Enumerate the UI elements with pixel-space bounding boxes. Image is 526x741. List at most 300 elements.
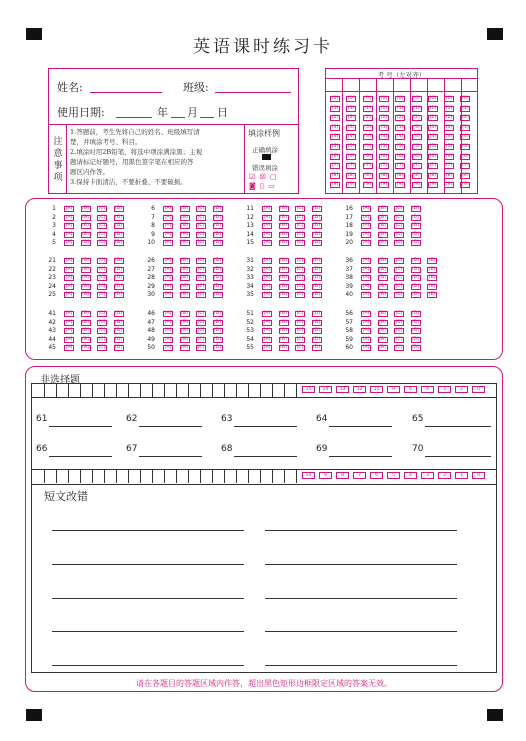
answer-bubble[interactable]: [A]	[362, 206, 370, 211]
exam-digit-bubble[interactable]: [4]	[445, 134, 453, 140]
answer-bubble[interactable]: [A]	[362, 336, 370, 342]
answer-bubble[interactable]: [C]	[296, 266, 304, 272]
answer-bubble[interactable]: [C]	[296, 336, 304, 342]
answer-bubble[interactable]: [C]	[197, 231, 205, 237]
answer-bubble[interactable]: [A]	[263, 258, 271, 263]
answer-bubble[interactable]: [A]	[164, 336, 172, 342]
answer-bubble[interactable]: [D]	[313, 214, 320, 220]
exam-digit-bubble[interactable]: [0]	[380, 96, 388, 101]
answer-bubble[interactable]: [A]	[65, 214, 73, 220]
answer-bubble[interactable]: [A]	[362, 266, 370, 272]
answer-bubble[interactable]: [D]	[214, 275, 221, 281]
exam-digit-bubble[interactable]: [8]	[413, 172, 420, 178]
answer-bubble[interactable]: [D]	[214, 223, 221, 229]
answer-bubble[interactable]: [B]	[181, 292, 188, 298]
answer-bubble[interactable]: [D]	[412, 223, 419, 229]
answer-bubble[interactable]: [B]	[82, 223, 89, 229]
answer-bubble[interactable]: [B]	[280, 292, 287, 298]
score-box[interactable]: 10	[302, 472, 315, 479]
writing-line[interactable]	[265, 564, 457, 565]
exam-digit-bubble[interactable]: [9]	[380, 182, 388, 188]
answer-bubble[interactable]: [C]	[197, 336, 205, 342]
answer-bubble[interactable]: [A]	[164, 214, 172, 220]
answer-bubble[interactable]: [A]	[263, 345, 271, 351]
answer-bubble[interactable]: [A]	[362, 345, 370, 351]
answer-bubble[interactable]: [C]	[98, 345, 106, 351]
exam-digit-bubble[interactable]: [2]	[429, 115, 436, 121]
answer-bubble[interactable]: [C]	[98, 336, 106, 342]
answer-bubble[interactable]: [B]	[379, 223, 386, 229]
answer-bubble[interactable]: [B]	[280, 214, 287, 220]
answer-bubble[interactable]: [B]	[181, 258, 188, 263]
score-box[interactable]: 15	[302, 386, 315, 393]
score-box[interactable]: 8	[336, 472, 349, 479]
answer-bubble[interactable]: [C]	[296, 258, 304, 263]
exam-digit-bubble[interactable]: [4]	[429, 134, 436, 140]
answer-bubble[interactable]: [B]	[379, 275, 386, 281]
answer-bubble[interactable]: [A]	[164, 328, 172, 334]
answer-bubble[interactable]: [C]	[395, 292, 403, 298]
answer-bubble[interactable]: [B]	[280, 240, 287, 246]
exam-digit-bubble[interactable]: [8]	[397, 172, 404, 178]
answer-bubble[interactable]: [D]	[412, 258, 419, 263]
answer-bubble[interactable]: [A]	[65, 328, 73, 334]
answer-bubble[interactable]: [D]	[313, 319, 320, 325]
exam-digit-bubble[interactable]: [0]	[331, 96, 339, 101]
answer-bubble[interactable]: [C]	[395, 266, 403, 272]
exam-digit-bubble[interactable]: [8]	[380, 172, 388, 178]
exam-digit-bubble[interactable]: [6]	[429, 153, 436, 159]
answer-bubble[interactable]: [B]	[82, 206, 89, 211]
answer-bubble[interactable]: [B]	[379, 240, 386, 246]
answer-bubble[interactable]: [A]	[362, 328, 370, 334]
exam-digit-bubble[interactable]: [4]	[364, 134, 371, 140]
exam-digit-bubble[interactable]: [9]	[413, 182, 420, 188]
answer-bubble[interactable]: [A]	[263, 223, 271, 229]
exam-digit-bubble[interactable]: [4]	[462, 134, 469, 140]
exam-digit-bubble[interactable]: [3]	[462, 124, 469, 130]
answer-bubble[interactable]: [D]	[115, 311, 122, 316]
exam-digit-bubble[interactable]: [1]	[397, 105, 404, 111]
answer-bubble[interactable]: [B]	[379, 283, 386, 289]
answer-line[interactable]	[329, 456, 392, 457]
answer-bubble[interactable]: [D]	[313, 223, 320, 229]
exam-digit-bubble[interactable]: [0]	[429, 96, 436, 101]
exam-digit-bubble[interactable]: [7]	[380, 163, 388, 169]
answer-bubble[interactable]: [A]	[263, 231, 271, 237]
exam-digit-bubble[interactable]: [5]	[348, 144, 355, 149]
writing-line[interactable]	[52, 665, 244, 666]
day-field[interactable]	[200, 117, 214, 118]
exam-digit-bubble[interactable]: [1]	[348, 105, 355, 111]
exam-digit-bubble[interactable]: [8]	[429, 172, 436, 178]
answer-bubble[interactable]: [D]	[412, 231, 419, 237]
answer-bubble[interactable]: [B]	[181, 328, 188, 334]
answer-bubble[interactable]: [D]	[214, 292, 221, 298]
answer-bubble[interactable]: [C]	[197, 206, 205, 211]
answer-bubble[interactable]: [D]	[214, 240, 221, 246]
answer-bubble[interactable]: [D]	[115, 206, 122, 211]
exam-digit-bubble[interactable]: [6]	[445, 153, 453, 159]
answer-bubble[interactable]: [D]	[313, 275, 320, 281]
score-box[interactable]: 1	[455, 472, 468, 479]
answer-bubble[interactable]: [D]	[412, 345, 419, 351]
answer-bubble[interactable]: [C]	[296, 319, 304, 325]
exam-digit-bubble[interactable]: [2]	[413, 115, 420, 121]
answer-bubble[interactable]: [D]	[313, 283, 320, 289]
answer-bubble[interactable]: [E]	[428, 258, 436, 263]
exam-digit-bubble[interactable]: [8]	[331, 172, 339, 178]
answer-bubble[interactable]: [A]	[65, 283, 73, 289]
exam-digit-bubble[interactable]: [9]	[397, 182, 404, 188]
answer-bubble[interactable]: [C]	[197, 283, 205, 289]
answer-bubble[interactable]: [C]	[197, 275, 205, 281]
answer-bubble[interactable]: [A]	[362, 311, 370, 316]
answer-bubble[interactable]: [A]	[164, 311, 172, 316]
exam-digit-bubble[interactable]: [6]	[348, 153, 355, 159]
answer-bubble[interactable]: [A]	[263, 311, 271, 316]
writing-line[interactable]	[265, 665, 457, 666]
answer-bubble[interactable]: [D]	[313, 258, 320, 263]
answer-bubble[interactable]: [D]	[214, 231, 221, 237]
score-box[interactable]: 6	[404, 386, 417, 393]
score-box[interactable]: 5	[387, 472, 400, 479]
answer-bubble[interactable]: [C]	[98, 311, 106, 316]
exam-digit-bubble[interactable]: [1]	[429, 105, 436, 111]
answer-bubble[interactable]: [C]	[197, 240, 205, 246]
exam-digit-bubble[interactable]: [7]	[462, 163, 469, 169]
answer-bubble[interactable]: [D]	[412, 275, 419, 281]
answer-bubble[interactable]: [B]	[379, 214, 386, 220]
answer-bubble[interactable]: [B]	[181, 214, 188, 220]
year-field[interactable]	[116, 117, 152, 118]
score-box[interactable]: 0	[472, 386, 485, 393]
answer-bubble[interactable]: [C]	[98, 223, 106, 229]
exam-digit-bubble[interactable]: [4]	[413, 134, 420, 140]
answer-bubble[interactable]: [D]	[412, 292, 419, 298]
answer-bubble[interactable]: [C]	[197, 328, 205, 334]
answer-bubble[interactable]: [C]	[395, 231, 403, 237]
answer-bubble[interactable]: [A]	[164, 319, 172, 325]
score-box[interactable]: 0	[472, 472, 485, 479]
exam-digit-bubble[interactable]: [0]	[445, 96, 453, 101]
answer-bubble[interactable]: [A]	[263, 328, 271, 334]
exam-digit-bubble[interactable]: [3]	[348, 124, 355, 130]
answer-bubble[interactable]: [B]	[280, 336, 287, 342]
answer-bubble[interactable]: [A]	[65, 240, 73, 246]
answer-bubble[interactable]: [B]	[280, 206, 287, 211]
exam-digit-bubble[interactable]: [4]	[348, 134, 355, 140]
exam-digit-bubble[interactable]: [2]	[462, 115, 469, 121]
answer-bubble[interactable]: [C]	[98, 240, 106, 246]
writing-line[interactable]	[52, 564, 244, 565]
answer-bubble[interactable]: [D]	[313, 336, 320, 342]
answer-bubble[interactable]: [B]	[181, 345, 188, 351]
exam-digit-bubble[interactable]: [1]	[364, 105, 371, 111]
answer-bubble[interactable]: [D]	[115, 345, 122, 351]
answer-bubble[interactable]: [A]	[164, 275, 172, 281]
exam-digit-bubble[interactable]: [8]	[445, 172, 453, 178]
answer-bubble[interactable]: [B]	[181, 319, 188, 325]
answer-bubble[interactable]: [D]	[115, 319, 122, 325]
answer-bubble[interactable]: [C]	[98, 214, 106, 220]
answer-bubble[interactable]: [D]	[412, 319, 419, 325]
answer-line[interactable]	[425, 456, 491, 457]
answer-bubble[interactable]: [C]	[296, 231, 304, 237]
name-field[interactable]	[90, 92, 162, 93]
answer-bubble[interactable]: [B]	[280, 345, 287, 351]
score-box[interactable]: 2	[438, 472, 451, 479]
answer-bubble[interactable]: [B]	[280, 223, 287, 229]
answer-bubble[interactable]: [A]	[164, 223, 172, 229]
score-box[interactable]: 2	[455, 386, 468, 393]
month-field[interactable]	[171, 117, 185, 118]
answer-bubble[interactable]: [C]	[296, 311, 304, 316]
exam-digit-bubble[interactable]: [0]	[397, 96, 404, 101]
score-box[interactable]: 3	[438, 386, 451, 393]
answer-bubble[interactable]: [C]	[197, 345, 205, 351]
exam-digit-bubble[interactable]: [7]	[331, 163, 339, 169]
answer-bubble[interactable]: [B]	[82, 283, 89, 289]
answer-bubble[interactable]: [A]	[362, 258, 370, 263]
exam-digit-bubble[interactable]: [9]	[348, 182, 355, 188]
answer-bubble[interactable]: [D]	[214, 311, 221, 316]
score-box[interactable]: 9	[319, 472, 332, 479]
answer-bubble[interactable]: [B]	[379, 319, 386, 325]
answer-line[interactable]	[234, 426, 297, 427]
score-box[interactable]: 3	[421, 472, 434, 479]
exam-digit-bubble[interactable]: [5]	[364, 144, 371, 149]
exam-digit-bubble[interactable]: [5]	[397, 144, 404, 149]
exam-digit-bubble[interactable]: [2]	[445, 115, 453, 121]
answer-bubble[interactable]: [A]	[164, 292, 172, 298]
exam-digit-bubble[interactable]: [2]	[331, 115, 339, 121]
answer-bubble[interactable]: [D]	[412, 336, 419, 342]
writing-line[interactable]	[52, 530, 244, 531]
answer-bubble[interactable]: [C]	[296, 283, 304, 289]
exam-digit-bubble[interactable]: [1]	[413, 105, 420, 111]
answer-bubble[interactable]: [D]	[313, 328, 320, 334]
exam-digit-bubble[interactable]: [9]	[445, 182, 453, 188]
answer-bubble[interactable]: [B]	[181, 206, 188, 211]
answer-bubble[interactable]: [A]	[263, 214, 271, 220]
answer-bubble[interactable]: [C]	[395, 223, 403, 229]
class-field[interactable]	[215, 92, 291, 93]
answer-bubble[interactable]: [A]	[263, 206, 271, 211]
exam-digit-bubble[interactable]: [2]	[348, 115, 355, 121]
exam-digit-bubble[interactable]: [3]	[397, 124, 404, 130]
exam-digit-bubble[interactable]: [8]	[364, 172, 371, 178]
answer-bubble[interactable]: [B]	[181, 275, 188, 281]
exam-digit-bubble[interactable]: [6]	[397, 153, 404, 159]
answer-bubble[interactable]: [B]	[379, 311, 386, 316]
exam-digit-bubble[interactable]: [4]	[331, 134, 339, 140]
answer-bubble[interactable]: [E]	[428, 266, 436, 272]
answer-bubble[interactable]: [A]	[65, 319, 73, 325]
answer-bubble[interactable]: [C]	[395, 311, 403, 316]
answer-bubble[interactable]: [C]	[395, 206, 403, 211]
answer-bubble[interactable]: [A]	[362, 292, 370, 298]
answer-bubble[interactable]: [C]	[296, 345, 304, 351]
answer-bubble[interactable]: [A]	[65, 258, 73, 263]
answer-bubble[interactable]: [A]	[263, 266, 271, 272]
answer-bubble[interactable]: [A]	[362, 240, 370, 246]
answer-bubble[interactable]: [D]	[115, 223, 122, 229]
answer-bubble[interactable]: [B]	[82, 311, 89, 316]
answer-bubble[interactable]: [C]	[98, 231, 106, 237]
answer-bubble[interactable]: [C]	[395, 275, 403, 281]
exam-digit-bubble[interactable]: [0]	[348, 96, 355, 101]
exam-digit-bubble[interactable]: [6]	[380, 153, 388, 159]
answer-bubble[interactable]: [B]	[181, 336, 188, 342]
answer-bubble[interactable]: [B]	[280, 328, 287, 334]
exam-digit-bubble[interactable]: [7]	[413, 163, 420, 169]
answer-bubble[interactable]: [A]	[362, 214, 370, 220]
answer-bubble[interactable]: [D]	[115, 328, 122, 334]
answer-line[interactable]	[49, 456, 112, 457]
answer-bubble[interactable]: [D]	[214, 319, 221, 325]
exam-digit-bubble[interactable]: [3]	[364, 124, 371, 130]
answer-bubble[interactable]: [B]	[280, 258, 287, 263]
answer-bubble[interactable]: [B]	[181, 240, 188, 246]
answer-bubble[interactable]: [A]	[362, 231, 370, 237]
answer-bubble[interactable]: [B]	[280, 319, 287, 325]
score-box[interactable]: 12	[353, 386, 366, 393]
answer-bubble[interactable]: [D]	[214, 206, 221, 211]
answer-bubble[interactable]: [B]	[82, 345, 89, 351]
answer-bubble[interactable]: [C]	[395, 240, 403, 246]
answer-bubble[interactable]: [B]	[181, 311, 188, 316]
answer-bubble[interactable]: [A]	[263, 275, 271, 281]
answer-bubble[interactable]: [D]	[412, 206, 419, 211]
score-box[interactable]: 4	[421, 386, 434, 393]
exam-digit-bubble[interactable]: [3]	[413, 124, 420, 130]
answer-bubble[interactable]: [B]	[82, 266, 89, 272]
answer-bubble[interactable]: [A]	[362, 275, 370, 281]
answer-bubble[interactable]: [C]	[197, 319, 205, 325]
answer-bubble[interactable]: [A]	[164, 266, 172, 272]
exam-digit-bubble[interactable]: [6]	[331, 153, 339, 159]
answer-bubble[interactable]: [D]	[412, 214, 419, 220]
exam-digit-bubble[interactable]: [3]	[429, 124, 436, 130]
score-box[interactable]: 13	[336, 386, 349, 393]
answer-line[interactable]	[139, 456, 202, 457]
answer-bubble[interactable]: [B]	[379, 345, 386, 351]
answer-bubble[interactable]: [C]	[197, 223, 205, 229]
answer-bubble[interactable]: [D]	[115, 231, 122, 237]
answer-bubble[interactable]: [D]	[412, 240, 419, 246]
answer-bubble[interactable]: [B]	[379, 258, 386, 263]
answer-bubble[interactable]: [B]	[82, 258, 89, 263]
answer-bubble[interactable]: [B]	[82, 319, 89, 325]
score-box[interactable]: 7	[353, 472, 366, 479]
answer-bubble[interactable]: [D]	[115, 266, 122, 272]
exam-digit-bubble[interactable]: [6]	[462, 153, 469, 159]
exam-digit-bubble[interactable]: [2]	[364, 115, 371, 121]
exam-digit-bubble[interactable]: [8]	[462, 172, 469, 178]
answer-bubble[interactable]: [C]	[296, 328, 304, 334]
answer-bubble[interactable]: [D]	[115, 283, 122, 289]
answer-bubble[interactable]: [B]	[82, 214, 89, 220]
exam-digit-bubble[interactable]: [3]	[445, 124, 453, 130]
answer-bubble[interactable]: [C]	[197, 214, 205, 220]
answer-bubble[interactable]: [A]	[362, 319, 370, 325]
answer-bubble[interactable]: [C]	[98, 258, 106, 263]
answer-bubble[interactable]: [A]	[164, 345, 172, 351]
answer-bubble[interactable]: [D]	[214, 214, 221, 220]
answer-bubble[interactable]: [A]	[362, 223, 370, 229]
answer-bubble[interactable]: [B]	[379, 328, 386, 334]
exam-digit-bubble[interactable]: [6]	[413, 153, 420, 159]
answer-line[interactable]	[329, 426, 392, 427]
answer-line[interactable]	[425, 426, 491, 427]
answer-bubble[interactable]: [E]	[428, 275, 436, 281]
answer-bubble[interactable]: [C]	[296, 223, 304, 229]
answer-bubble[interactable]: [E]	[428, 292, 436, 298]
answer-bubble[interactable]: [A]	[362, 283, 370, 289]
answer-bubble[interactable]: [B]	[280, 275, 287, 281]
answer-bubble[interactable]: [C]	[395, 336, 403, 342]
answer-bubble[interactable]: [C]	[395, 319, 403, 325]
answer-bubble[interactable]: [C]	[296, 275, 304, 281]
exam-digit-bubble[interactable]: [7]	[429, 163, 436, 169]
exam-digit-bubble[interactable]: [4]	[380, 134, 388, 140]
answer-bubble[interactable]: [A]	[65, 266, 73, 272]
answer-bubble[interactable]: [D]	[412, 266, 419, 272]
answer-bubble[interactable]: [D]	[115, 336, 122, 342]
answer-bubble[interactable]: [B]	[181, 231, 188, 237]
answer-bubble[interactable]: [D]	[115, 258, 122, 263]
answer-bubble[interactable]: [C]	[197, 311, 205, 316]
answer-bubble[interactable]: [A]	[65, 345, 73, 351]
exam-digit-bubble[interactable]: [6]	[364, 153, 371, 159]
answer-bubble[interactable]: [D]	[313, 345, 320, 351]
answer-bubble[interactable]: [D]	[313, 206, 320, 211]
writing-line[interactable]	[265, 598, 457, 599]
writing-line[interactable]	[265, 530, 457, 531]
answer-bubble[interactable]: [A]	[65, 206, 73, 211]
exam-digit-bubble[interactable]: [0]	[413, 96, 420, 101]
answer-line[interactable]	[139, 426, 202, 427]
answer-line[interactable]	[49, 426, 112, 427]
answer-bubble[interactable]: [C]	[98, 319, 106, 325]
answer-bubble[interactable]: [B]	[280, 283, 287, 289]
answer-bubble[interactable]: [D]	[412, 311, 419, 316]
answer-bubble[interactable]: [D]	[313, 266, 320, 272]
answer-bubble[interactable]: [C]	[296, 240, 304, 246]
answer-bubble[interactable]: [A]	[164, 258, 172, 263]
answer-bubble[interactable]: [A]	[164, 240, 172, 246]
exam-digit-bubble[interactable]: [7]	[348, 163, 355, 169]
answer-bubble[interactable]: [D]	[313, 292, 320, 298]
score-box[interactable]: 14	[319, 386, 332, 393]
answer-bubble[interactable]: [D]	[115, 214, 122, 220]
answer-bubble[interactable]: [C]	[98, 292, 106, 298]
answer-bubble[interactable]: [B]	[181, 283, 188, 289]
answer-bubble[interactable]: [D]	[313, 231, 320, 237]
answer-bubble[interactable]: [D]	[214, 328, 221, 334]
exam-digit-bubble[interactable]: [0]	[364, 96, 371, 101]
answer-bubble[interactable]: [B]	[181, 223, 188, 229]
exam-digit-bubble[interactable]: [5]	[445, 144, 453, 149]
answer-bubble[interactable]: [C]	[98, 328, 106, 334]
answer-bubble[interactable]: [C]	[197, 266, 205, 272]
exam-digit-bubble[interactable]: [9]	[364, 182, 371, 188]
answer-bubble[interactable]: [C]	[98, 283, 106, 289]
exam-digit-bubble[interactable]: [3]	[380, 124, 388, 130]
answer-bubble[interactable]: [A]	[164, 206, 172, 211]
exam-digit-bubble[interactable]: [1]	[462, 105, 469, 111]
